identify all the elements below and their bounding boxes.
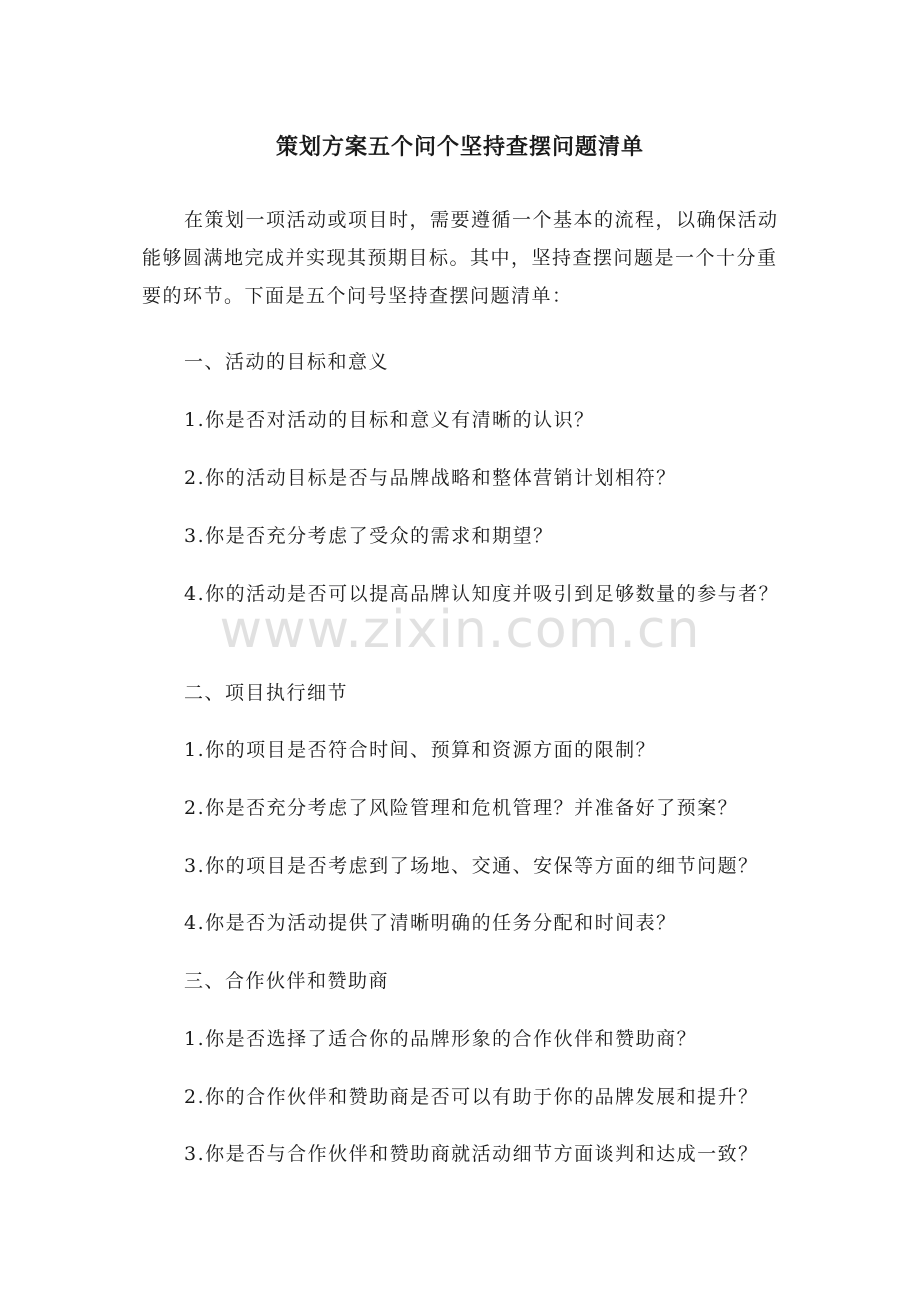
- intro-paragraph: 在策划一项活动或项目时，需要遵循一个基本的流程，以确保活动能够圆满地完成并实现其预期目标。其中，坚持查摆问题是一个十分重要的环节。下面是五个问号坚持查摆问题清单：: [142, 209, 779, 307]
- list-item: 4.你的活动是否可以提高品牌认知度并吸引到足够数量的参与者？: [184, 583, 780, 605]
- list-item: 2.你是否充分考虑了风险管理和危机管理？并准备好了预案？: [184, 797, 739, 819]
- section-heading-3: 三、合作伙伴和赞助商: [184, 970, 390, 992]
- list-item: 2.你的合作伙伴和赞助商是否可以有助于你的品牌发展和提升？: [184, 1086, 759, 1108]
- list-item: 1.你的项目是否符合时间、预算和资源方面的限制？: [184, 739, 657, 761]
- list-item: 3.你是否与合作伙伴和赞助商就活动细节方面谈判和达成一致？: [184, 1143, 759, 1165]
- section-heading-2: 二、项目执行细节: [184, 682, 349, 704]
- section-heading-1: 一、活动的目标和意义: [184, 351, 390, 373]
- list-item: 1.你是否选择了适合你的品牌形象的合作伙伴和赞助商？: [184, 1028, 698, 1050]
- list-item: 3.你是否充分考虑了受众的需求和期望？: [184, 525, 554, 547]
- list-item: 3.你的项目是否考虑到了场地、交通、安保等方面的细节问题？: [184, 855, 759, 877]
- list-item: 1.你是否对活动的目标和意义有清晰的认识？: [184, 409, 595, 431]
- watermark: www.zixin.com.cn: [219, 600, 701, 660]
- document-title: 策划方案五个问个坚持查摆问题清单: [275, 135, 644, 160]
- list-item: 2.你的活动目标是否与品牌战略和整体营销计划相符？: [184, 467, 677, 489]
- list-item: 4.你是否为活动提供了清晰明确的任务分配和时间表？: [184, 912, 677, 934]
